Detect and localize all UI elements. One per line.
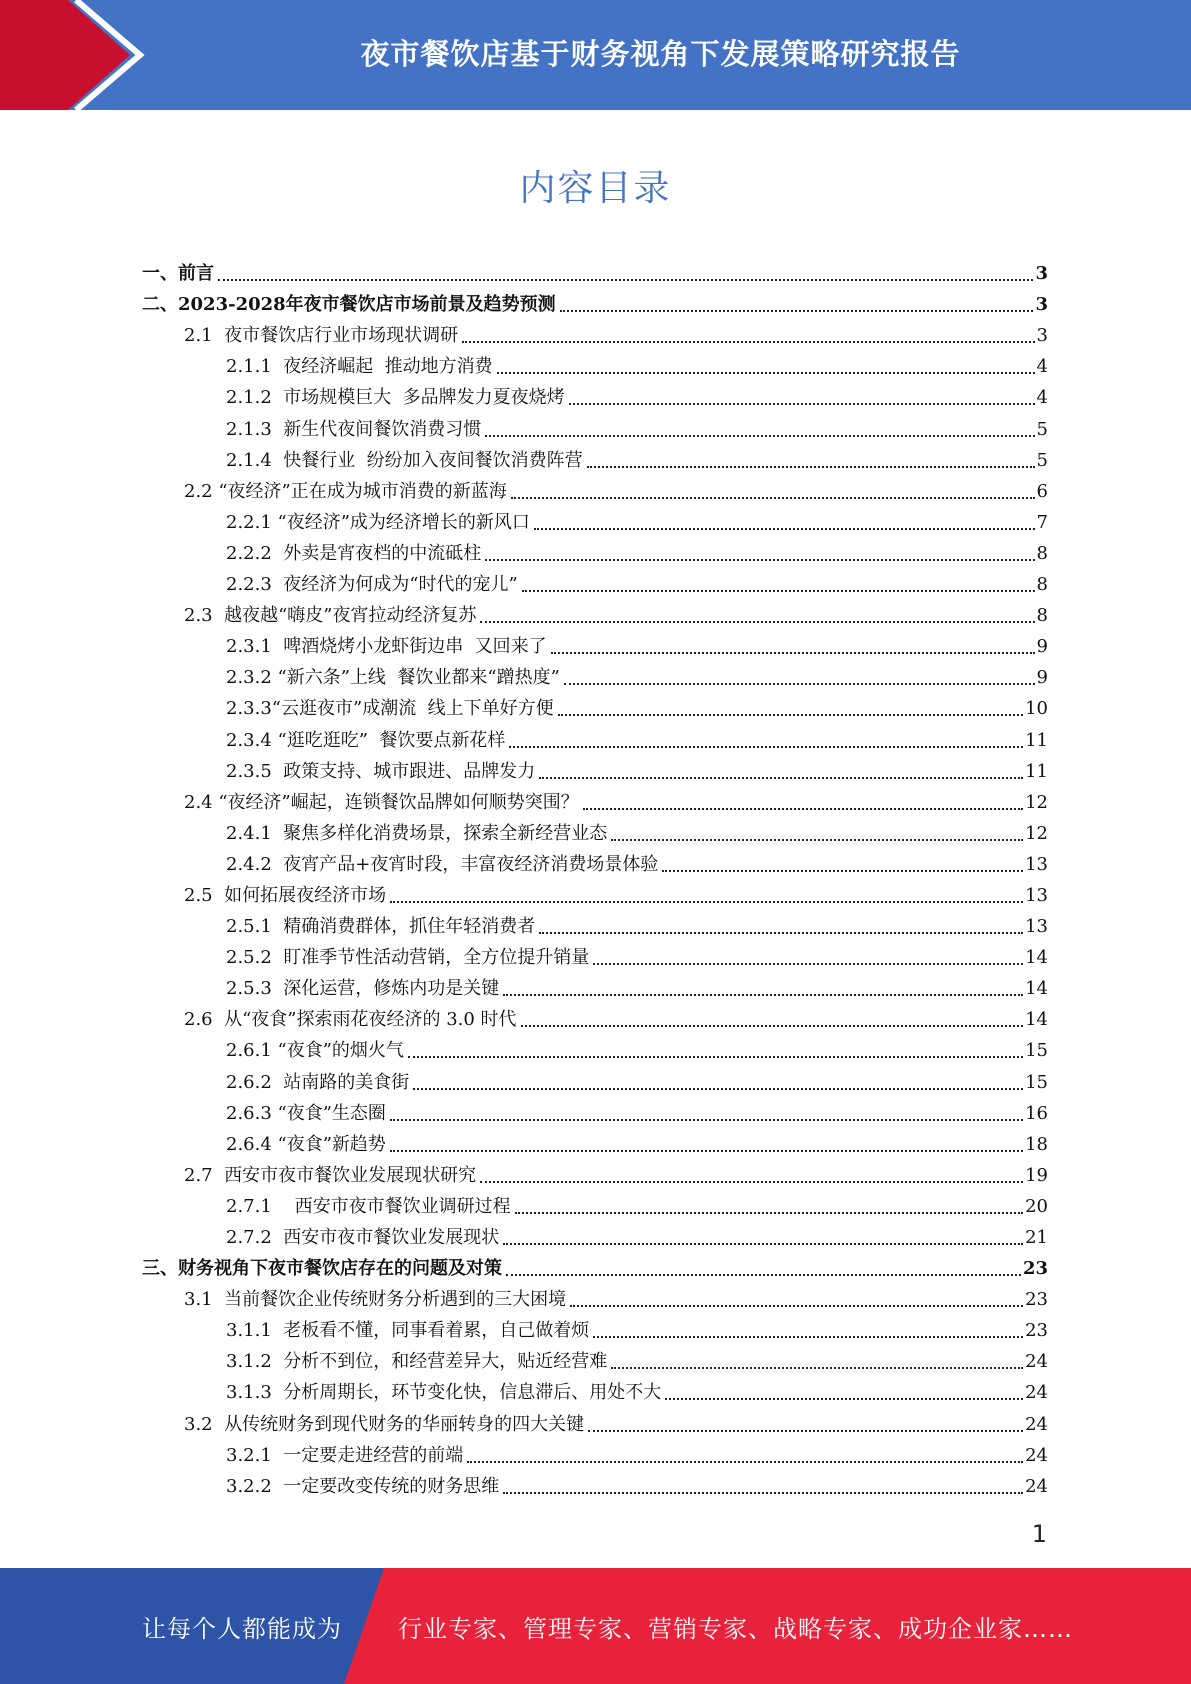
toc-dot-leader xyxy=(511,497,1035,499)
toc-entry[interactable] xyxy=(142,254,1048,285)
toc-dot-leader xyxy=(509,746,1023,748)
toc-dot-leader xyxy=(390,1119,1023,1121)
toc-entry-title: 2.3.3“云逛夜市”成潮流 线上下单好方便 xyxy=(226,698,554,720)
toc-entry[interactable] xyxy=(142,1280,1048,1311)
toc-dot-leader xyxy=(480,621,1034,623)
toc-entry-page: 14 xyxy=(1025,947,1048,969)
header-arrow-decoration xyxy=(0,0,160,110)
toc-dot-leader xyxy=(558,714,1023,716)
toc-entry-title: 3.2.1 一定要走进经营的前端 xyxy=(226,1444,464,1466)
toc-entry-page: 23 xyxy=(1025,1289,1048,1311)
toc-entry-title: 2.5.1 精确消费群体，抓住年轻消费者 xyxy=(226,916,536,938)
toc-entry-title: 3.2 从传统财务到现代财务的华丽转身的四大关键 xyxy=(184,1413,585,1435)
toc-entry-page: 3 xyxy=(1035,263,1048,285)
toc-entry[interactable] xyxy=(142,938,1048,969)
toc-heading: 内容目录 xyxy=(519,168,672,209)
footer-slogan-right: 行业专家、管理专家、营销专家、战略专家、成功企业家…… xyxy=(398,1614,1073,1643)
toc-entry-page: 24 xyxy=(1025,1351,1048,1373)
toc-entry-page: 13 xyxy=(1025,884,1048,906)
toc-entry-title: 2.6.3 “夜食”生态圈 xyxy=(226,1102,386,1124)
toc-entry-title: 2.3.1 啤酒烧烤小龙虾街边串 又回来了 xyxy=(226,636,547,658)
toc-entry-page: 16 xyxy=(1025,1102,1048,1124)
toc-dot-leader xyxy=(593,1336,1023,1338)
toc-entry-page: 24 xyxy=(1025,1444,1048,1466)
toc-entry-page: 12 xyxy=(1025,822,1048,844)
toc-dot-leader xyxy=(551,652,1035,654)
toc-entry-page: 14 xyxy=(1025,1009,1048,1031)
toc-dot-leader xyxy=(588,1430,1023,1432)
toc-entry-title: 2.2.1 “夜经济”成为经济增长的新风口 xyxy=(226,511,530,533)
toc-entry-page: 5 xyxy=(1036,449,1048,471)
footer-slogan-left: 让每个人都能成为 xyxy=(142,1614,342,1643)
toc-entry[interactable] xyxy=(142,1436,1048,1467)
toc-dot-leader xyxy=(485,559,1034,561)
toc-entry[interactable] xyxy=(142,1342,1048,1373)
toc-dot-leader xyxy=(587,466,1035,468)
toc-entry-title: 3.1.3 分析周期长，环节变化快，信息滞后、用处不大 xyxy=(226,1382,662,1404)
toc-entry-page: 23 xyxy=(1022,1258,1048,1280)
toc-dot-leader xyxy=(390,1150,1023,1152)
toc-entry-page: 23 xyxy=(1025,1320,1048,1342)
toc-entry-page: 5 xyxy=(1036,418,1048,440)
toc-entry[interactable] xyxy=(142,1094,1048,1125)
toc-dot-leader xyxy=(539,932,1023,934)
toc-entry-page: 6 xyxy=(1036,480,1048,502)
toc-entry-page: 13 xyxy=(1025,853,1048,875)
toc-entry-page: 10 xyxy=(1025,698,1048,720)
toc-dot-leader xyxy=(611,1367,1023,1369)
toc-entry[interactable] xyxy=(142,1062,1048,1093)
toc-entry-title: 3.1 当前餐饮企业传统财务分析遇到的三大困境 xyxy=(184,1289,567,1311)
toc-entry-title: 2.1.2 市场规模巨大 多品牌发力夏夜烧烤 xyxy=(226,387,565,409)
toc-dot-leader xyxy=(662,870,1023,872)
toc-entry[interactable] xyxy=(142,1467,1048,1498)
toc-entry-title: 2.4.2 夜宵产品+夜宵时段，丰富夜经济消费场景体验 xyxy=(226,853,659,875)
toc-dot-leader xyxy=(539,777,1023,779)
toc-entry-page: 4 xyxy=(1036,387,1048,409)
toc-entry[interactable] xyxy=(142,1187,1048,1218)
toc-entry-page: 8 xyxy=(1036,542,1048,564)
toc-entry-title: 2.5 如何拓展夜经济市场 xyxy=(184,884,387,906)
toc-entry-title: 3.1.1 老板看不懂，同事看着累，自己做着烦 xyxy=(226,1320,590,1342)
toc-entry-title: 2.6.4 “夜食”新趋势 xyxy=(226,1133,386,1155)
toc-entry-page: 9 xyxy=(1036,667,1048,689)
toc-entry-page: 19 xyxy=(1025,1164,1048,1186)
page-number: 1 xyxy=(1031,1520,1047,1548)
toc-dot-leader xyxy=(503,1492,1023,1494)
toc-dot-leader xyxy=(503,994,1023,996)
toc-entry[interactable] xyxy=(142,752,1048,783)
toc-entry[interactable] xyxy=(142,1218,1048,1249)
toc-entry-title: 2.6 从“夜食”探索雨花夜经济的 3.0 时代 xyxy=(184,1009,517,1031)
toc-entry-title: 2.6.2 站南路的美食街 xyxy=(226,1071,410,1093)
page-header xyxy=(0,0,1191,110)
toc-entry[interactable] xyxy=(142,1000,1048,1031)
toc-dot-leader xyxy=(665,1398,1023,1400)
toc-entry-title: 2.2 “夜经济”正在成为城市消费的新蓝海 xyxy=(184,480,507,502)
toc-entry[interactable] xyxy=(142,1156,1048,1187)
toc-entry-title: 2.3.4 “逛吃逛吃” 餐饮要点新花样 xyxy=(226,729,506,751)
toc-entry-title: 2.7.1 西安市夜市餐饮业调研过程 xyxy=(226,1195,511,1217)
toc-entry[interactable] xyxy=(142,720,1048,751)
toc-entry-title: 二、2023-2028年夜市餐饮店市场前景及趋势预测 xyxy=(142,294,556,316)
toc-entry-page: 20 xyxy=(1025,1195,1048,1217)
toc-entry[interactable] xyxy=(142,596,1048,627)
toc-entry-title: 3.1.2 分析不到位，和经营差异大，贴近经营难 xyxy=(226,1351,608,1373)
toc-dot-leader xyxy=(480,1181,1023,1183)
toc-entry-title: 2.2.3 夜经济为何成为“时代的宠儿” xyxy=(226,574,518,596)
toc-entry-title: 2.1.1 夜经济崛起 推动地方消费 xyxy=(226,356,493,378)
toc-dot-leader xyxy=(485,435,1034,437)
toc-dot-leader xyxy=(408,1056,1023,1058)
toc-dot-leader xyxy=(521,1025,1024,1027)
toc-entry-page: 15 xyxy=(1025,1040,1048,1062)
toc-entry[interactable] xyxy=(142,1125,1048,1156)
toc-entry[interactable] xyxy=(142,969,1048,1000)
toc-entry[interactable] xyxy=(142,783,1048,814)
toc-entry[interactable] xyxy=(142,409,1048,440)
toc-entry-page: 14 xyxy=(1025,978,1048,1000)
toc-entry-page: 11 xyxy=(1025,760,1048,782)
toc-dot-leader xyxy=(564,683,1035,685)
toc-dot-leader xyxy=(218,279,1033,281)
toc-dot-leader xyxy=(506,1274,1021,1276)
toc-entry-title: 2.7.2 西安市夜市餐饮业发展现状 xyxy=(226,1227,500,1248)
toc-entry-title: 2.3.5 政策支持、城市跟进、品牌发力 xyxy=(226,760,536,782)
toc-entry[interactable] xyxy=(142,472,1048,503)
toc-dot-leader xyxy=(497,372,1035,374)
toc-entry-page: 15 xyxy=(1025,1071,1048,1093)
toc-entry-page: 24 xyxy=(1025,1475,1048,1497)
toc-dot-leader xyxy=(534,528,1035,530)
toc-entry-title: 2.2.2 外卖是宵夜档的中流砥柱 xyxy=(226,542,482,564)
toc-entry[interactable] xyxy=(142,1249,1048,1280)
toc-dot-leader xyxy=(515,1212,1023,1214)
toc-dot-leader xyxy=(583,808,1023,810)
toc-entry-page: 3 xyxy=(1036,325,1048,347)
toc-entry[interactable] xyxy=(142,876,1048,907)
toc-entry[interactable] xyxy=(142,285,1048,316)
toc-entry-title: 三、财务视角下夜市餐饮店存在的问题及对策 xyxy=(142,1258,502,1280)
toc-entry-title: 2.3 越夜越“嗨皮”夜宵拉动经济复苏 xyxy=(184,605,477,627)
page-footer xyxy=(0,1568,1191,1684)
toc-entry-title: 2.1 夜市餐饮店行业市场现状调研 xyxy=(184,325,459,347)
toc-entry-page: 7 xyxy=(1036,511,1048,533)
toc-entry-title: 2.6.1 “夜食”的烟火气 xyxy=(226,1040,404,1062)
table-of-contents xyxy=(142,254,1048,1498)
toc-dot-leader xyxy=(467,1461,1023,1463)
toc-dot-leader xyxy=(593,963,1023,965)
toc-entry[interactable] xyxy=(142,845,1048,876)
report-title: 夜市餐饮店基于财务视角下发展策略研究报告 xyxy=(360,36,961,71)
toc-entry[interactable] xyxy=(142,658,1048,689)
toc-entry[interactable] xyxy=(142,347,1048,378)
toc-entry-page: 21 xyxy=(1025,1227,1048,1248)
toc-entry[interactable] xyxy=(142,1373,1048,1404)
toc-dot-leader xyxy=(570,1305,1023,1307)
toc-entry-title: 2.3.2 “新六条”上线 餐饮业都来“蹭热度” xyxy=(226,667,560,689)
toc-entry-page: 18 xyxy=(1025,1133,1048,1155)
toc-entry-page: 8 xyxy=(1036,574,1048,596)
toc-entry-page: 9 xyxy=(1036,636,1048,658)
toc-entry[interactable] xyxy=(142,1404,1048,1435)
toc-entry-title: 2.4.1 聚焦多样化消费场景，探索全新经营业态 xyxy=(226,822,608,844)
toc-entry-title: 2.4 “夜经济”崛起，连锁餐饮品牌如何顺势突围？ xyxy=(184,791,579,813)
toc-entry[interactable] xyxy=(142,1031,1048,1062)
toc-entry-title: 2.7 西安市夜市餐饮业发展现状研究 xyxy=(184,1164,477,1186)
toc-dot-leader xyxy=(522,590,1035,592)
toc-entry-title: 一、前言 xyxy=(142,263,214,285)
toc-dot-leader xyxy=(390,901,1023,903)
toc-entry[interactable] xyxy=(142,534,1048,565)
toc-entry-page: 11 xyxy=(1025,729,1048,751)
toc-entry-page: 24 xyxy=(1025,1413,1048,1435)
toc-entry-page: 12 xyxy=(1025,791,1048,813)
toc-entry-page: 8 xyxy=(1036,605,1048,627)
toc-dot-leader xyxy=(560,310,1034,312)
toc-entry-title: 2.5.3 深化运营，修炼内功是关键 xyxy=(226,978,500,1000)
toc-entry[interactable] xyxy=(142,441,1048,472)
toc-entry-page: 4 xyxy=(1036,356,1048,378)
toc-entry-page: 3 xyxy=(1035,294,1048,316)
toc-entry[interactable] xyxy=(142,565,1048,596)
toc-dot-leader xyxy=(611,839,1023,841)
toc-dot-leader xyxy=(503,1243,1023,1245)
toc-entry[interactable] xyxy=(142,1311,1048,1342)
toc-entry-title: 3.2.2 一定要改变传统的财务思维 xyxy=(226,1475,500,1497)
toc-entry[interactable] xyxy=(142,316,1048,347)
toc-dot-leader xyxy=(413,1088,1023,1090)
toc-entry[interactable] xyxy=(142,907,1048,938)
toc-entry-page: 24 xyxy=(1025,1382,1048,1404)
toc-dot-leader xyxy=(569,403,1035,405)
toc-entry-page: 13 xyxy=(1025,916,1048,938)
toc-entry[interactable] xyxy=(142,814,1048,845)
toc-entry-title: 2.1.4 快餐行业 纷纷加入夜间餐饮消费阵营 xyxy=(226,449,583,471)
toc-dot-leader xyxy=(462,341,1034,343)
toc-entry[interactable] xyxy=(142,627,1048,658)
toc-entry-title: 2.5.2 盯准季节性活动营销，全方位提升销量 xyxy=(226,947,590,969)
toc-entry-title: 2.1.3 新生代夜间餐饮消费习惯 xyxy=(226,418,482,440)
toc-entry[interactable] xyxy=(142,503,1048,534)
toc-entry[interactable] xyxy=(142,689,1048,720)
toc-entry[interactable] xyxy=(142,378,1048,409)
